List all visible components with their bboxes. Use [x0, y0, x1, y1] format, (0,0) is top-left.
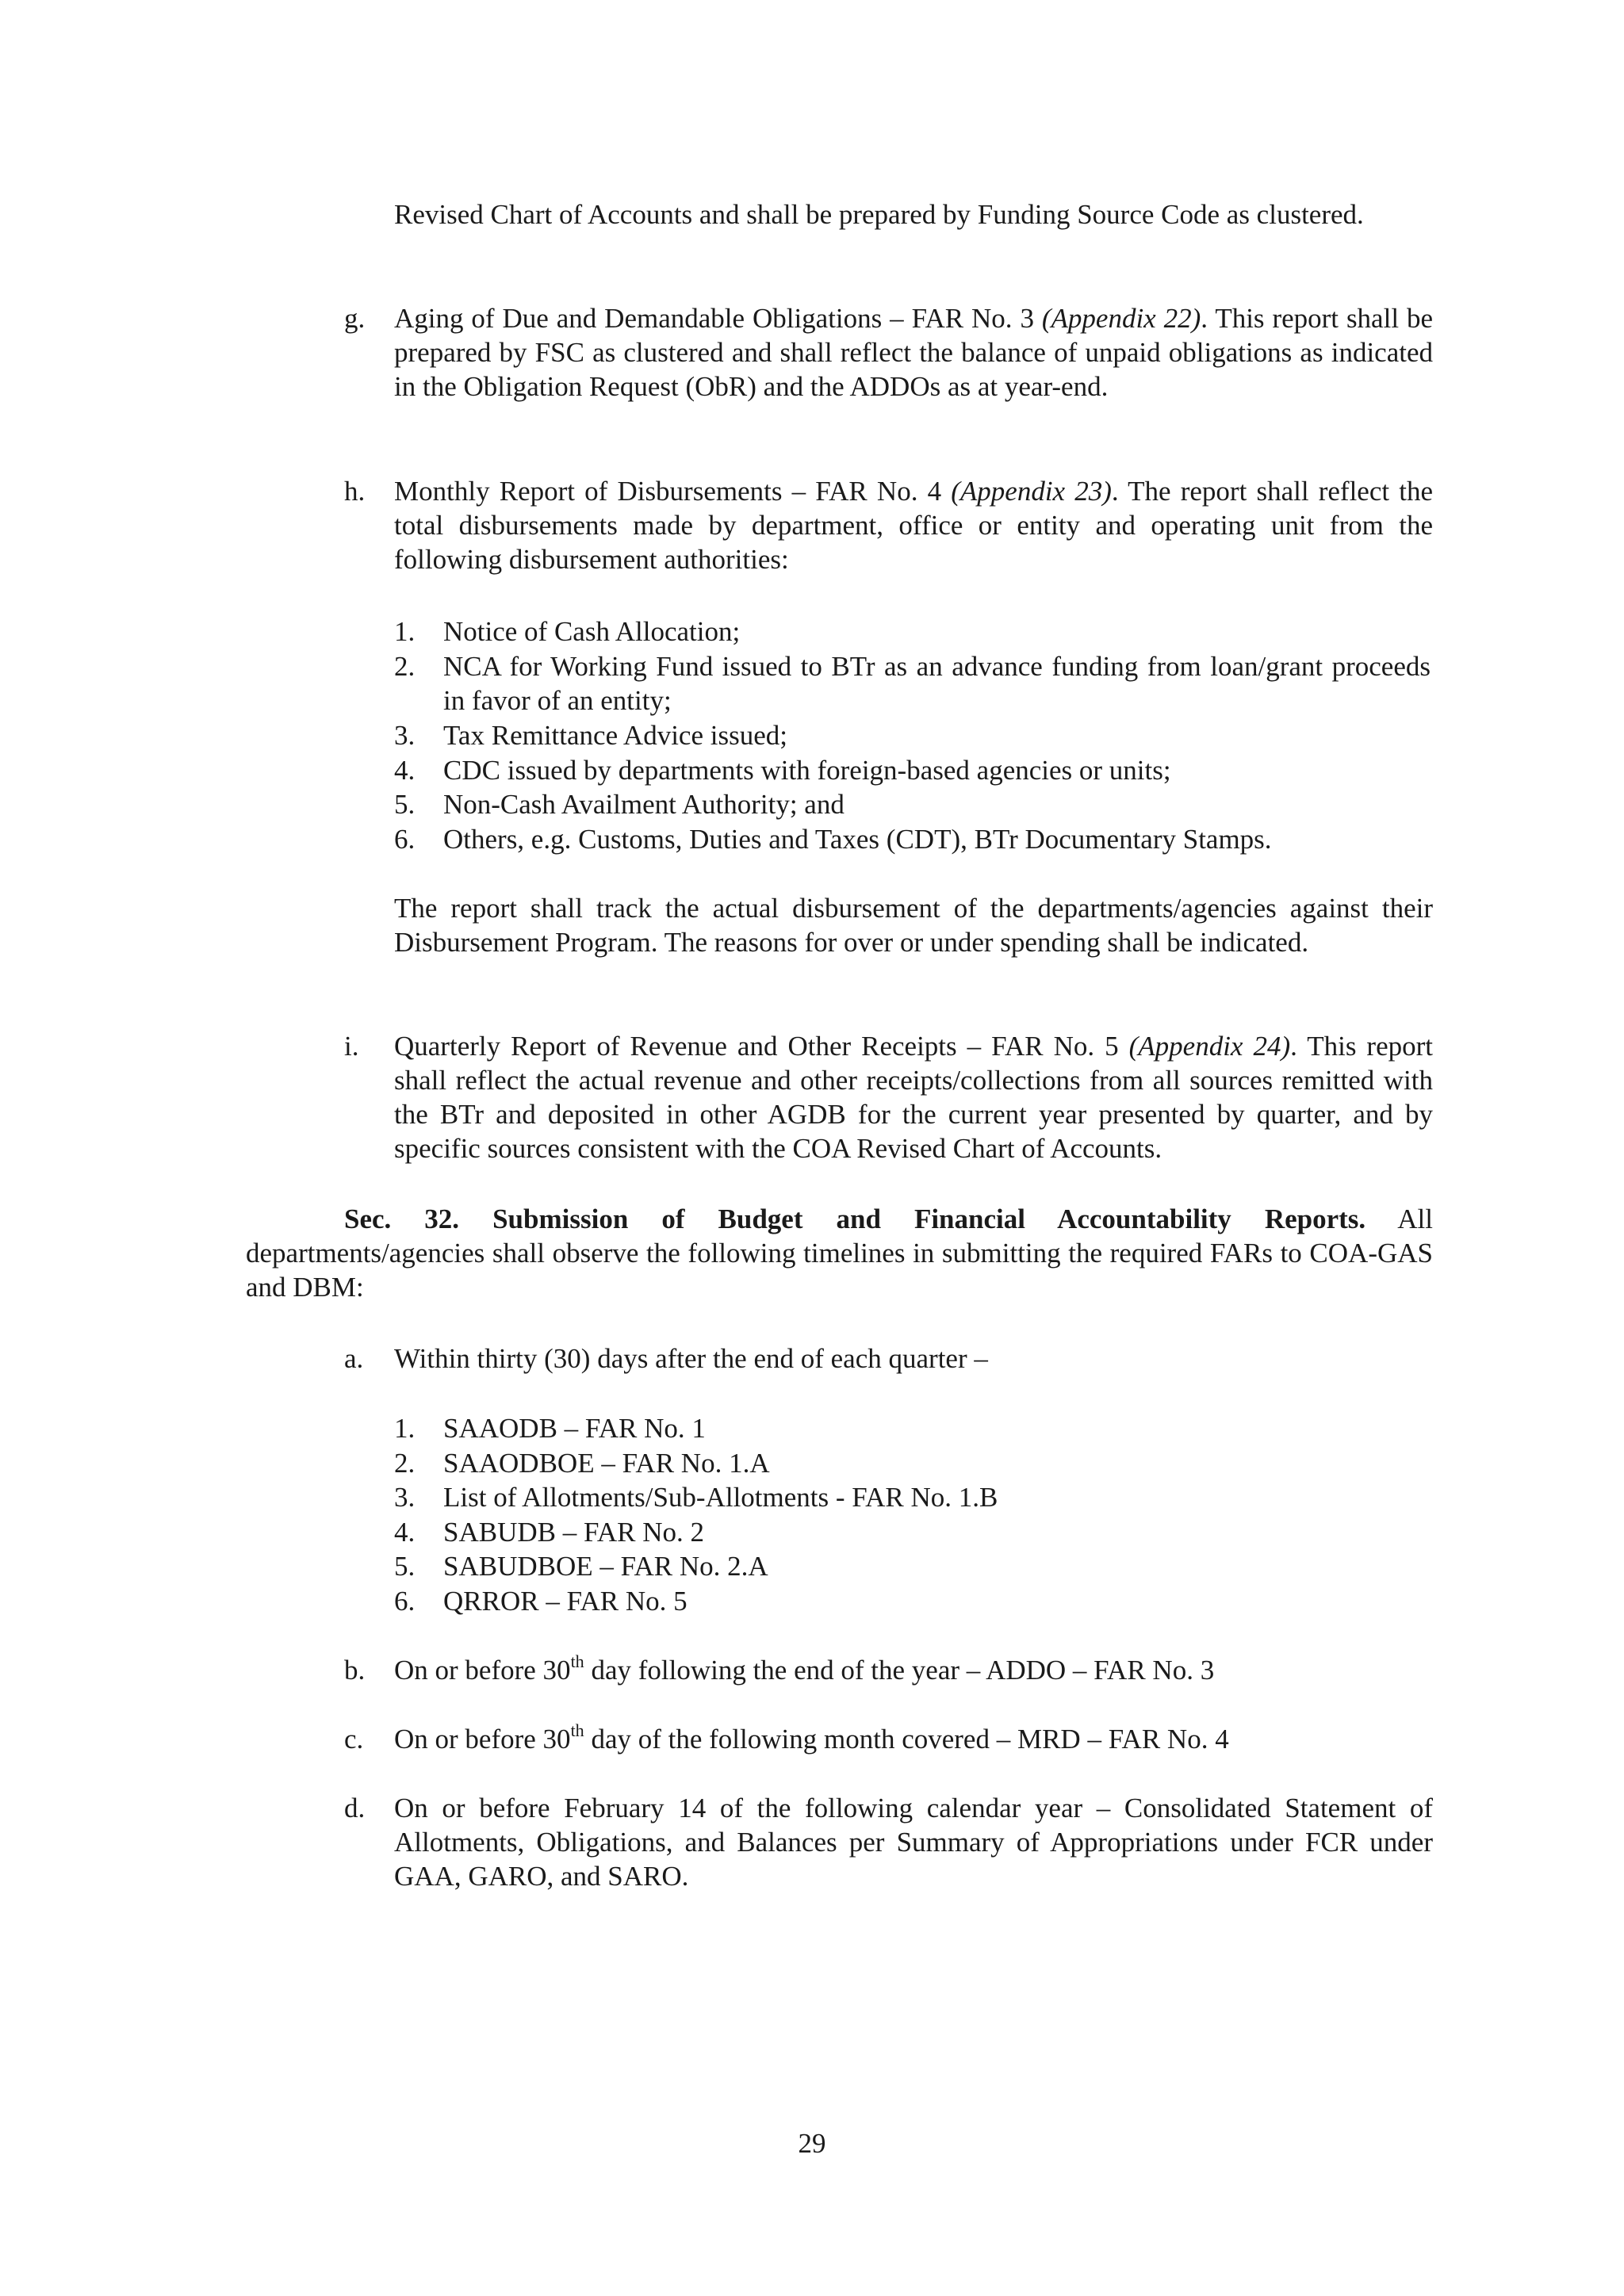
section-intro: All departments/agencies shall observe the following timelines in submitting the required FARs to COA-GAS and DBM:	[246, 1203, 1433, 1303]
page-number: 29	[798, 2128, 826, 2159]
item-h-closing-paragraph: The report shall track the actual disbursement of the departments/agencies against their Disbursement Program. The reasons for over or under spending shall be indicated.	[394, 893, 1433, 958]
list-text: SAAODB – FAR No. 1	[443, 1413, 706, 1444]
list-text: Notice of Cash Allocation;	[443, 616, 741, 647]
section-heading: Sec. 32. Submission of Budget and Financial Accountability Reports.	[344, 1203, 1366, 1234]
item-marker-g: g.	[344, 303, 366, 334]
list-number: 2.	[394, 1448, 416, 1479]
item-g-rest: . This report shall be prepared by FSC as clustered and shall reflect the balance of unpaid obligations as indicated in the Obligation Request (ObR) and the ADDOs as at year-end.	[394, 303, 1433, 402]
list-text: SABUDB – FAR No. 2	[443, 1517, 704, 1548]
list-text: List of Allotments/Sub-Allotments - FAR No. 1.B	[443, 1482, 998, 1513]
item-b-pre: On or before 30	[394, 1655, 571, 1686]
list-text: Non-Cash Availment Authority; and	[443, 789, 845, 820]
item-c-sup: th	[570, 1720, 584, 1741]
item-marker-d: d.	[344, 1793, 366, 1823]
list-number: 4.	[394, 755, 416, 786]
item-h-lead: Monthly Report of Disbursements – FAR No. 4	[394, 476, 952, 507]
list-text: NCA for Working Fund issued to BTr as an advance funding from loan/grant proceeds in favor of an entity;	[443, 651, 1431, 716]
list-number: 1.	[394, 1413, 416, 1444]
item-marker-a: a.	[344, 1343, 364, 1374]
item-marker-i: i.	[344, 1031, 359, 1062]
list-number: 1.	[394, 616, 416, 647]
item-h-rest: . The report shall reflect the total disbursements made by department, office or entity and operating unit from the following disbursement authorities:	[394, 476, 1433, 575]
list-number: 5.	[394, 1551, 416, 1582]
item-marker-c: c.	[344, 1724, 364, 1755]
list-text: CDC issued by departments with foreign-based agencies or units;	[443, 755, 1171, 786]
item-b-post: day following the end of the year – ADDO – FAR No. 3	[584, 1655, 1215, 1686]
item-i-rest: . This report shall reflect the actual revenue and other receipts/collections from all sources remitted with the BTr and deposited in other AGDB for the current year presented by quarter, and by specific sources consistent with the COA Revised Chart of Accounts.	[394, 1031, 1434, 1164]
list-number: 3.	[394, 720, 416, 751]
item-marker-h: h.	[344, 476, 366, 507]
continuation-paragraph: Revised Chart of Accounts and shall be prepared by Funding Source Code as clustered.	[394, 199, 1364, 230]
list-text: SAAODBOE – FAR No. 1.A	[443, 1448, 770, 1479]
item-c-pre: On or before 30	[394, 1724, 571, 1755]
item-i-lead: Quarterly Report of Revenue and Other Receipts – FAR No. 5	[394, 1031, 1129, 1062]
item-g-lead: Aging of Due and Demandable Obligations – FAR No. 3	[394, 303, 1042, 334]
list-number: 6.	[394, 1586, 416, 1617]
item-d-paragraph: On or before February 14 of the following calendar year – Consolidated Statement of Allotments, Obligations, and Balances per Summary of Appropriations under FCR under GAA, GARO, and SARO.	[394, 1793, 1433, 1892]
list-number: 5.	[394, 789, 416, 820]
list-number: 3.	[394, 1482, 416, 1513]
list-number: 4.	[394, 1517, 416, 1548]
item-c-text	[394, 1722, 1433, 1756]
list-number: 2.	[394, 651, 416, 682]
list-text: Others, e.g. Customs, Duties and Taxes (CDT), BTr Documentary Stamps.	[443, 824, 1272, 855]
list-text: Tax Remittance Advice issued;	[443, 720, 787, 751]
item-h-paragraph	[394, 474, 1433, 576]
item-i-paragraph	[394, 1029, 1433, 1165]
item-c-post: day of the following month covered – MRD – FAR No. 4	[584, 1724, 1229, 1755]
item-a-text: Within thirty (30) days after the end of each quarter –	[394, 1343, 988, 1374]
item-marker-b: b.	[344, 1655, 366, 1686]
section-32-paragraph	[246, 1202, 1433, 1304]
list-text: SABUDBOE – FAR No. 2.A	[443, 1551, 768, 1582]
item-g-paragraph	[394, 301, 1433, 404]
appendix-23-ref: (Appendix 23)	[951, 476, 1112, 507]
item-b-text	[394, 1653, 1433, 1687]
list-text: QRROR – FAR No. 5	[443, 1586, 688, 1617]
appendix-22-ref: (Appendix 22)	[1041, 303, 1201, 334]
item-b-sup: th	[570, 1651, 584, 1672]
appendix-24-ref: (Appendix 24)	[1128, 1031, 1291, 1062]
list-number: 6.	[394, 824, 416, 855]
